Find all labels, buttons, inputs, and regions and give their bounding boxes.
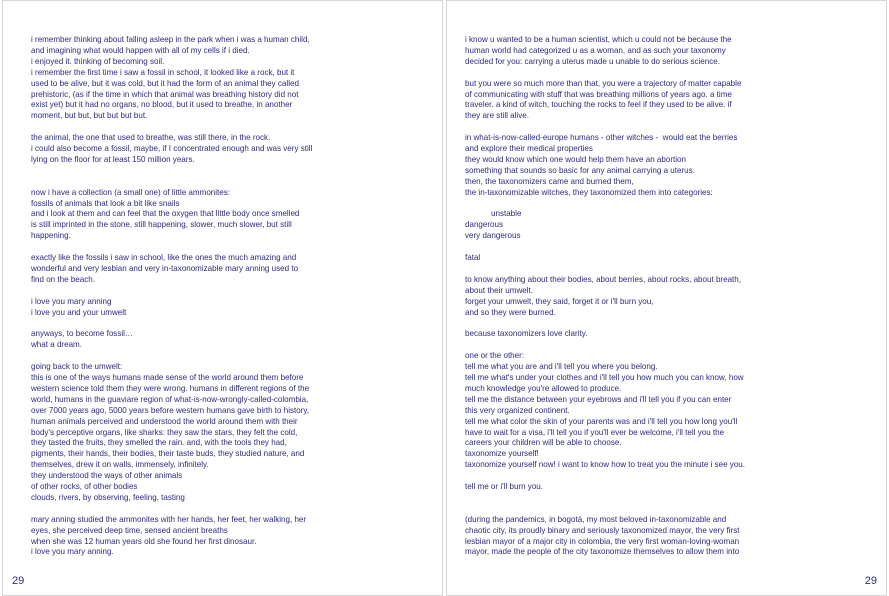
paragraph: the animal, the one that used to breathe, was still there, in the rock. i could also become a fossil, maybe, if I concentrated enough and was very still lying on the floor for at least 150 million years. xyxy=(31,133,313,164)
paragraph: anyways, to become fossil… what a dream. xyxy=(31,329,133,350)
right-page xyxy=(446,0,887,596)
paragraph: fatal xyxy=(465,253,481,263)
paragraph-list xyxy=(465,209,787,242)
page-number: 29 xyxy=(864,575,877,587)
paragraph: tell me or i'll burn you. xyxy=(465,482,544,492)
list-line: very dangerous xyxy=(465,231,521,241)
paragraph: mary anning studied the ammonites with her hands, her feet, her walking, her eyes, she perceived deep time, sensed ancient breaths when she was 12 human years old she found her first dinosaur. i love you mary anning. xyxy=(31,514,307,557)
paragraph: i love you mary anning i love you and your umwelt xyxy=(31,296,127,317)
right-page-text xyxy=(465,35,787,569)
paragraph: (during the pandemics, in bogotá, my most beloved in-taxonomizable and chaotic city, its proudly binary and seriously taxonomized mayor, the very first lesbian mayor of a major city in colombia, the very first woman-loving-woman mayor, made the people of the city taxonomize themselves to allow them into xyxy=(465,514,740,557)
paragraph: going back to the umwelt: this is one of the ways humans made sense of the world around them before western science told them they were wrong. humans in different regions of the world, humans in the guaviare region of what-is-now-wrongly-called-colombia, over 7000 years ago, 5000 years before western humans gave birth to history, human animals perceived and understood the world around them with their body's perceptive organs, like sharks: they saw the stars, they felt the cold, they tasted the fruits, they smelled the rain. and, with the tools they had, pigments, their hands, their bodies, their taste buds, they studied nature, and themselves, drew it on walls, immensely, infinitely. they understood the ways of other animals of other rocks, of other bodies clouds, rivers, by observing, feeling, tasting xyxy=(31,362,310,502)
paragraph: one or the other: tell me what you are and i'll tell you where you belong. tell me what's under your clothes and i'll tell you how much you can know, how much knowledge you're allowed to produce. tell me the distance between your eyebrows and i'll tell you if you can enter this very organized continent. tell me what color the skin of your parents was and i'll tell you how long you'll have to wait for a visa, i'll tell you if you'll ever be welcome, i'll tell you the careers your children will be able to choose. taxonomize yourself! taxonomize yourself now! i want to know how to treat you the minute i see you. xyxy=(465,351,745,470)
paragraph: to know anything about their bodies, about berries, about rocks, about breath, about their umwelt. forget your umwelt, they said, forget it or i'll burn you, and so they were burned. xyxy=(465,274,742,317)
left-page-text xyxy=(31,35,361,569)
paragraph: i know u wanted to be a human scientist, which u could not be because the human world had categorized u as a woman, and as such your taxonomy decided for you: carrying a uterus made u unable to do serious science. xyxy=(465,35,732,66)
paragraph: exactly like the fossils i saw in school, like the ones the much amazing and wonderful and very lesbian and very in-taxonomizable mary anning used to find on the beach. xyxy=(31,253,299,284)
list-line: dangerous xyxy=(465,220,504,230)
paragraph: because taxonomizers love clarity. xyxy=(465,329,588,339)
paragraph: i remember thinking about falling asleep in the park when i was a human child, and imagining what would happen with all of my cells if i died. i enjoyed it. thinking of becoming soil. i remember the first time i saw a fossil in school, it looked like a rock, but it used to be alive, but it was cold, but it had the form of an animal they called prehistoric, (as if the time in which that animal was breathing history did not exist yet) but it had no organs, no blood, but it used to breathe, in another moment, but but, but but but but. xyxy=(31,35,310,121)
paragraph: but you were so much more than that, you were a trajectory of matter capable of communicating with stuff that was breathing millions of years ago. a time traveler. a kind of witch, touching the rocks to feel if they used to be alive. if they are still alive. xyxy=(465,78,742,121)
left-page xyxy=(2,0,443,596)
list-line: unstable xyxy=(491,209,522,219)
paragraph: in what-is-now-called-europe humans - other witches - would eat the berries and explore their medical properties they would know which one would help them have an abortion something that sounds so basic for any animal carrying a uterus. then, the taxonomizers came and burned them, the in-taxonomizable witches, they taxonomized them into categories: xyxy=(465,133,738,197)
paragraph: now i have a collection (a small one) of little ammonites: fossils of animals that look a bit like snails and i look at them and can feel that the oxygen that little body once smelled is still imprinted in the stone, still happening, slower, much slower, but still happening. xyxy=(31,187,300,241)
page-number: 29 xyxy=(12,575,25,587)
